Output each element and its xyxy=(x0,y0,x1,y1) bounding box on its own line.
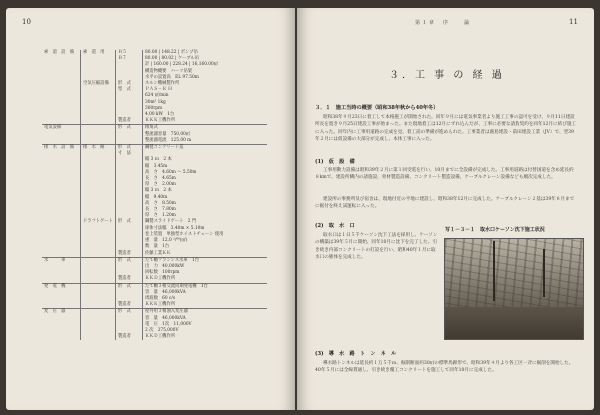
intake-text: 取水口は１日５千ケーソン沈下工法を採用し、ケーソンの構築は39年５月に開始、同年10月に沈下を完了した。引き続き内部コンクリートの打設を行い、昭和40年１月に取水口の躯体を完成した。 xyxy=(315,233,438,261)
spec-category: 水 車 xyxy=(42,257,81,264)
spec-value: 80.00 | 80.02 | ケーブル吊 xyxy=(143,56,268,62)
spec-row xyxy=(42,145,267,152)
spec-subcategory: 索 道 用 xyxy=(81,50,116,56)
spec-value: 回転数 100rpm xyxy=(143,270,268,276)
spec-key: Ｂ５ xyxy=(116,50,143,56)
photo-caption: 写１－３－１ 取水口ケーソン沈下施工状況 xyxy=(445,227,545,233)
page-number-right: 11 xyxy=(569,18,578,26)
spec-subcategory xyxy=(81,118,116,125)
spec-category xyxy=(42,251,81,258)
spec-value: 扉体寸法幅 3.40m × 5.10m xyxy=(143,226,268,232)
spec-key: 寸 法 xyxy=(116,151,143,157)
spec-row xyxy=(42,283,267,290)
spec-subcategory: ドラフトゲート xyxy=(81,219,116,225)
spec-key: 製造者 xyxy=(116,334,143,340)
intake-paragraph xyxy=(315,232,439,262)
spec-value: 計 | 160.00 | 228.24 | 16,160.00㎡ xyxy=(143,62,268,68)
spec-value: 2 次 275,000V xyxy=(143,328,268,334)
subsection-heading-tunnel: (3) 導 水 路 ト ン ネ ル xyxy=(315,351,397,357)
spec-value: 幅 3 ｍ 2 本 xyxy=(143,157,268,163)
spec-category: 索 道 設 備 xyxy=(44,50,75,55)
page-number-left: 10 xyxy=(22,18,31,26)
spec-key: 製造者 xyxy=(116,251,143,258)
right-page xyxy=(297,8,594,410)
spec-value: 厚 さ 1.20m xyxy=(143,213,268,219)
spec-key: 形 式 xyxy=(116,257,143,264)
spec-subcategory xyxy=(81,276,116,283)
spec-value: 厚 さ 2.00m xyxy=(143,182,268,188)
spec-row xyxy=(42,276,267,283)
spec-row xyxy=(42,257,267,264)
spec-row xyxy=(42,302,267,309)
spec-value: 巻上装置 単独型ホイストチェーン 使用 xyxy=(143,232,268,238)
spec-category xyxy=(42,276,81,283)
spec-key: 形 式 xyxy=(116,309,143,316)
spec-row xyxy=(42,138,267,145)
spec-row xyxy=(42,334,267,340)
spec-value: 容 量 46,000kVA xyxy=(143,290,268,296)
spec-subcategory xyxy=(81,309,116,316)
spec-key: 形 式 xyxy=(116,145,143,152)
spec-subcategory: 空気圧縮設備 xyxy=(81,81,116,87)
spec-subcategory: 排 水 路 xyxy=(81,145,116,152)
spec-category xyxy=(42,138,81,145)
spec-category xyxy=(42,118,81,125)
spec-value: 鋼製コンクリート造 xyxy=(143,145,268,152)
spec-key: 形 式 xyxy=(116,219,143,225)
spec-value: 高 さ 4.60m ～ 5.50m xyxy=(143,170,268,176)
spec-value: 重 量 12.0 ¹/⁶⁶(㎡) xyxy=(143,238,268,244)
spec-value: 構造物概要 ハーツ吊架 xyxy=(143,69,268,75)
running-head: 第１章 序 論 xyxy=(415,20,472,26)
spec-value: ＰＡＳ－Ｒ Ｈ xyxy=(143,87,268,93)
spec-value: 整流器電流 125.00 m xyxy=(143,138,268,145)
photo-mast-2 xyxy=(543,249,545,297)
section-heading: ３．１ 施工当時の概要（昭和38年秋から40年冬） xyxy=(315,105,439,111)
spec-value: 長 さ 7.80m xyxy=(143,207,268,213)
subsection-text: 工事用動力設備は昭和39年２月に第１回受電を行い、10月までに全設備が完成した。工事用道路は付替国道を含め延長約８kmで、建設所構内の諸施設、骨材製造設備、コンクリート製造設備、ケーブルクレーン設備なども順次完成した。 xyxy=(315,168,574,181)
section-text: 昭和38年９月23日に着工して本格施工が開始された。同年９月には電気事業者より施工工事の認可を受け、９月11日建設所長を置き９月25日建設工事が始まった。また現地着工は12月にずれ込んだが、工事に必要な請負契約を同年12月に結び施工に入った。同年内に工事用道路の完成を見、着工前の準備が進められた。工事業者は鹿島建設・前田建設工業（JV）で、翌39年２月には仮設備の大部分が完成し、本体工事に入った。 xyxy=(315,115,577,143)
spec-row xyxy=(42,118,267,125)
spec-value: ＫＫＫ工機作所 xyxy=(143,302,268,309)
section-paragraph xyxy=(315,114,577,144)
spec-key: 型 式 xyxy=(116,87,143,93)
spec-category: 発 電 機 xyxy=(42,283,81,290)
subsection-paragraph-2 xyxy=(315,196,577,211)
spec-value: 電 圧 1次 11,000V xyxy=(143,322,268,328)
spec-value: 容 量 46,000kVA xyxy=(143,316,268,322)
spec-value: 長 さ 4.65m xyxy=(143,176,268,182)
left-page xyxy=(6,8,295,410)
spec-key xyxy=(116,138,143,145)
spec-value: 水平の設置高 EL 97.50m xyxy=(143,75,268,81)
spec-key: 形 式 xyxy=(116,283,143,290)
spec-key: Ｂ７ xyxy=(116,56,143,62)
spec-row xyxy=(42,125,267,132)
spec-subcategory xyxy=(81,125,116,132)
spec-value: 300rpm xyxy=(143,106,268,112)
tunnel-paragraph xyxy=(315,360,577,375)
spec-subcategory xyxy=(81,302,116,309)
spec-subcategory xyxy=(81,283,116,290)
spec-value: 80.00 | 148.22 | ボンプ吊 xyxy=(143,50,268,56)
spec-value: たて軸フランシス水車 1台 xyxy=(143,257,268,264)
spec-value: ＫＫＤ工機作所 xyxy=(143,334,268,340)
spec-value: 高 さ 8.50m xyxy=(143,201,268,207)
construction-photo xyxy=(444,238,584,340)
spec-value: 屋外用３相油入変圧器 xyxy=(143,309,268,316)
spec-value: 佐藤工業ＫＫ xyxy=(143,251,268,258)
spec-category: 排 水 設 備 xyxy=(42,145,81,152)
spec-value: 幅 9.40m xyxy=(143,195,268,201)
spec-value: 整流器容量 750,00㎡ xyxy=(143,132,268,138)
photo-mast xyxy=(493,241,495,301)
spec-key: 製造者 xyxy=(116,118,143,125)
spec-value: 624 ㎡/min xyxy=(143,93,268,99)
spec-value: 鋼製スライドゲート 2 門 xyxy=(143,219,268,225)
spec-value: たて軸３相交流同期発電機 1台 xyxy=(143,283,268,290)
spec-subcategory xyxy=(81,334,116,340)
spec-subcategory xyxy=(81,138,116,145)
spec-value: 出 力 40,000kW xyxy=(143,264,268,270)
spec-key: 製造者 xyxy=(116,302,143,309)
subsection-heading: (1) 仮 設 備 xyxy=(315,159,355,165)
spec-key: 形 式 xyxy=(116,81,143,87)
spec-category xyxy=(42,334,81,340)
spec-value: 幅 3.45m xyxy=(143,164,268,170)
spec-category: 電気設備 xyxy=(42,125,81,132)
equipment-spec-table xyxy=(42,50,267,340)
spec-value: ＫＫＤ工機作所 xyxy=(143,276,268,283)
spec-key: 形 式 xyxy=(116,125,143,132)
spec-value: ＫＫＫ工機作所 xyxy=(143,118,268,125)
spec-value: 幅 3 ｍ 2 本 xyxy=(143,188,268,194)
subsection-heading-intake: (2) 取 水 口 xyxy=(315,223,355,229)
spec-value: 数 量 1台 xyxy=(143,244,268,250)
spec-key: 製造者 xyxy=(116,276,143,283)
chapter-title: ３．工 事 の 経 過 xyxy=(389,70,505,81)
spec-value: 組角式 xyxy=(143,125,268,132)
spec-row xyxy=(42,309,267,316)
tunnel-text: 導水路トンネルは延長約１万５千ｍ、掘削断面約30㎡の標準馬蹄形で、昭和39年４月より各工区一斉に掘削を開始した。40年５月には全線貫通し、引き続き覆工コンクリートを施工して同年10月に完成した。 xyxy=(315,361,574,374)
photo-ground xyxy=(445,307,583,339)
spec-category xyxy=(42,302,81,309)
spec-row xyxy=(42,251,267,258)
spec-category: 変 圧 器 xyxy=(42,309,81,316)
spec-value: 30m³ 1kg xyxy=(143,100,268,106)
spec-subcategory xyxy=(81,257,116,264)
spec-value: 周波数 60 c/s xyxy=(143,296,268,302)
spec-value: 4,00 kW 1台 xyxy=(143,112,268,118)
subsection-text-2: 建設所の事務所及び宿舎は、現地付近の平地に建設し、昭和38年12月に完成した。ケーブルクレーン２基は39年８月までに据付を終え試運転に入った。 xyxy=(315,197,575,210)
spec-value: ホルン機械製作所 xyxy=(143,81,268,87)
subsection-paragraph xyxy=(315,167,577,182)
spec-subcategory xyxy=(81,251,116,258)
